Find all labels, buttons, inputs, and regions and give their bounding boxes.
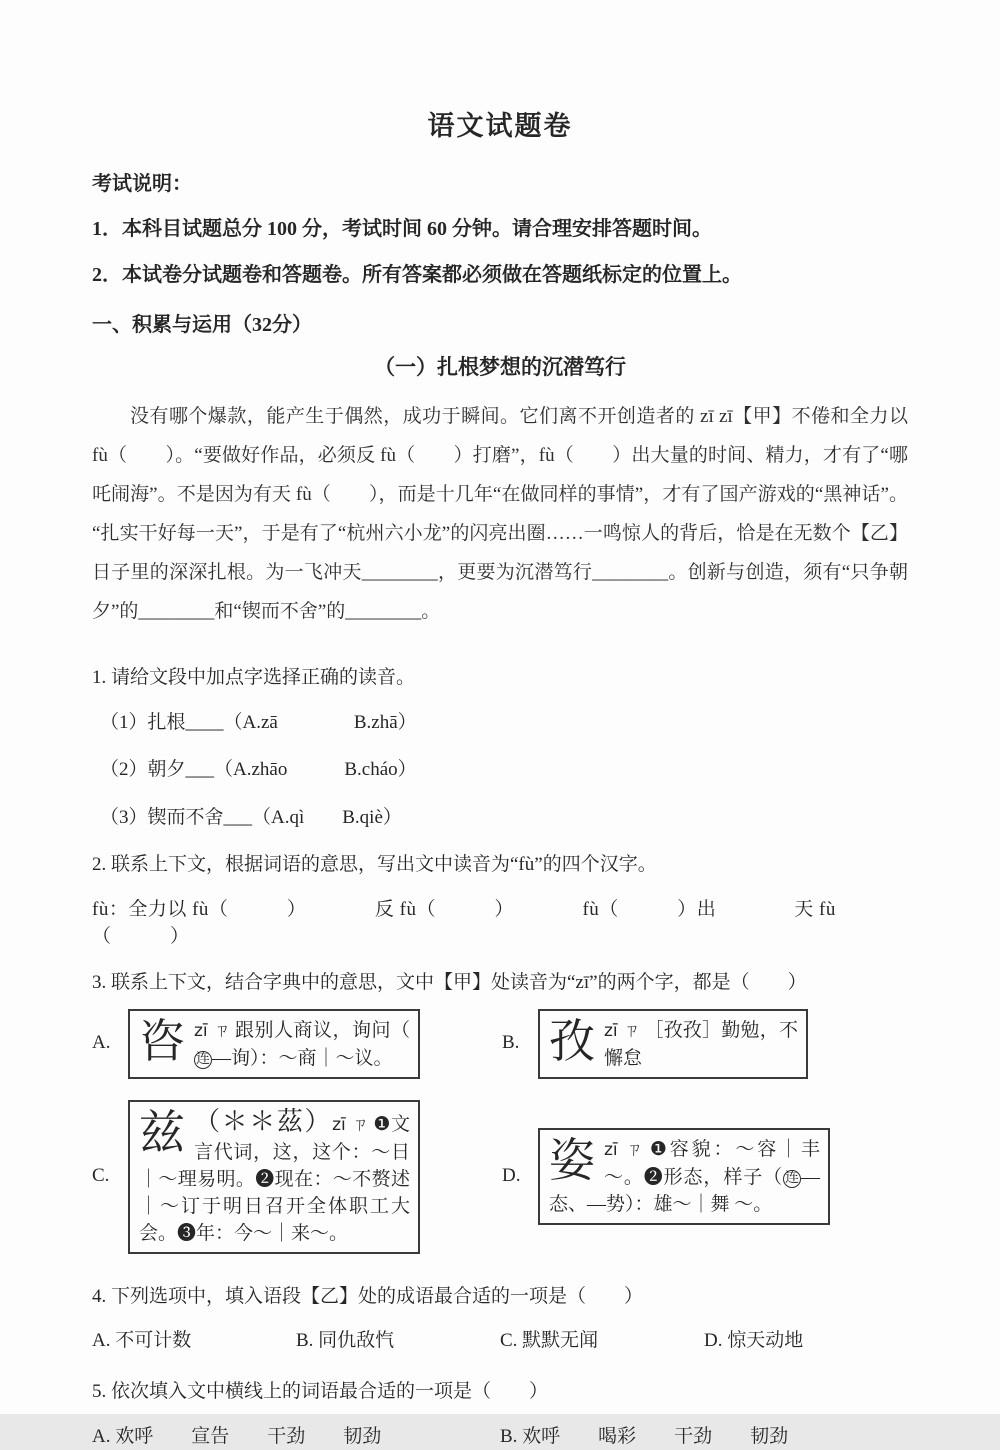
dict-def-zi1: 跟别人商议，询问（连 —询）：～商｜～议。 <box>196 1019 410 1069</box>
dict-entry-zi2 <box>538 1009 808 1079</box>
question-1 <box>92 665 908 831</box>
question-5 <box>92 1379 908 1450</box>
dict-headnote-zi3: （＊＊茲） <box>194 1106 333 1136</box>
dict-def-zi2: ［孜孜］勤勉，不懈怠 <box>604 1019 798 1069</box>
subsection-heading: （一）扎根梦想的沉潜笃行 <box>374 355 626 379</box>
dict-headchar-zi3: 兹 <box>139 1106 185 1158</box>
option-d-label: D. <box>502 1165 521 1187</box>
q4-option-d: D. 惊天动地 <box>704 1330 804 1352</box>
dict-headchar-zi2: 孜 <box>549 1015 595 1067</box>
dict-options-row-1 <box>92 1009 908 1079</box>
question-5-stem: 5. 依次填入文中横线上的词语最合适的一项是（ ） <box>92 1380 549 1402</box>
dict-pinyin-zi1: zī ㄗ <box>194 1020 232 1041</box>
exam-note-2: 2．本试卷分试题卷和答题卷。所有答案都必须做在答题纸标定的位置上。 <box>92 264 742 286</box>
question-1-item-1: （1）扎根____（A.zā B.zhā） <box>100 711 417 733</box>
dict-def-zi3: ❶文言代词，这，这个：～日｜～理易明。❷现在：～不赘述｜～订于明日召开全体职工大会。❸年：今～｜来～。 <box>139 1113 410 1244</box>
circled-lian-icon: 连 <box>785 1171 799 1187</box>
exam-notes-heading: 考试说明： <box>92 173 192 195</box>
dict-options-row-2 <box>92 1100 908 1254</box>
exam-note-1: 1．本科目试题总分 100 分，考试时间 60 分钟。请合理安排答题时间。 <box>92 218 712 240</box>
question-2-stem: 2. 联系上下文，根据词语的意思，写出文中读音为“fù”的四个汉字。 <box>92 854 657 876</box>
circled-lian-icon: 连 <box>196 1051 210 1067</box>
dict-entry-zi4 <box>538 1128 830 1225</box>
dict-headchar-zi1: 咨 <box>139 1015 185 1067</box>
question-4-stem: 4. 下列选项中，填入语段【乙】处的成语最合适的一项是（ ） <box>92 1285 644 1307</box>
question-1-item-3: （3）锲而不舍___（A.qì B.qiè） <box>100 806 402 828</box>
dict-entry-zi1 <box>128 1009 420 1079</box>
question-3-stem: 3. 联系上下文，结合字典中的意思，文中【甲】处读音为“zī”的两个字，都是（ ） <box>92 972 807 994</box>
q5-option-a: A. 欢呼 宣告 干劲 韧劲 <box>92 1425 382 1447</box>
page-title: 语文试题卷 <box>427 111 573 141</box>
dict-pinyin-zi3: zī ㄗ <box>332 1114 370 1135</box>
question-5-options <box>92 1424 908 1450</box>
question-2 <box>92 852 908 950</box>
option-c-label: C. <box>92 1165 110 1187</box>
dict-pinyin-zi2: zī ㄗ <box>604 1020 641 1041</box>
q5-option-b: B. 欢呼 喝彩 干劲 韧劲 <box>500 1425 789 1447</box>
question-4 <box>92 1284 908 1355</box>
dict-headchar-zi4: 姿 <box>549 1135 595 1187</box>
option-b-label: B. <box>502 1032 520 1054</box>
question-3 <box>92 970 908 1254</box>
q4-option-a: A. 不可计数 <box>92 1330 192 1352</box>
question-2-answer-line: fù：全力以 fù（ ） 反 fù（ ） fù（ ）出 天 fù（ ） <box>92 898 836 947</box>
dict-def-zi4: ❶容貌：～容｜丰～。❷形态，样子（ 连 —态、—势）：雄～｜舞 ～。 <box>549 1139 820 1216</box>
question-4-options <box>92 1328 908 1355</box>
reading-passage: 没有哪个爆款，能产生于偶然，成功于瞬间。它们离不开创造者的 zī zī【甲】不倦和全力以 fù（ ）。“要做好作品，必须反 fù（ ）打磨”，fù（ ）出大量的时间、精力，才有了“哪吒闹海”。不是因为有天 fù（ ），而是十几年“在做同样的事情”，才有了国产游戏的“黑神话”。“扎实干好每一天”，于是有了“杭州六小龙”的闪亮出圈……一鸣惊人的背后，恰是在无数个【乙】日子里的深深扎根。为一飞冲天________，更要为沉潜笃行________。创新与创造，须有“只争朝夕”的________和“锲而不舍”的________。 <box>92 406 908 622</box>
q4-option-b: B. 同仇敌忾 <box>296 1330 395 1352</box>
question-1-stem: 1. 请给文段中加点字选择正确的读音。 <box>92 667 416 688</box>
section-heading: 一、积累与运用（32分） <box>92 314 312 336</box>
question-1-item-2: （2）朝夕___（A.zhāo B.cháo） <box>100 759 417 781</box>
q4-option-c: C. 默默无闻 <box>500 1330 599 1352</box>
dict-pinyin-zi4: zī ㄗ <box>604 1140 646 1161</box>
dict-entry-zi3 <box>128 1100 420 1254</box>
option-a-label: A. <box>92 1032 111 1054</box>
